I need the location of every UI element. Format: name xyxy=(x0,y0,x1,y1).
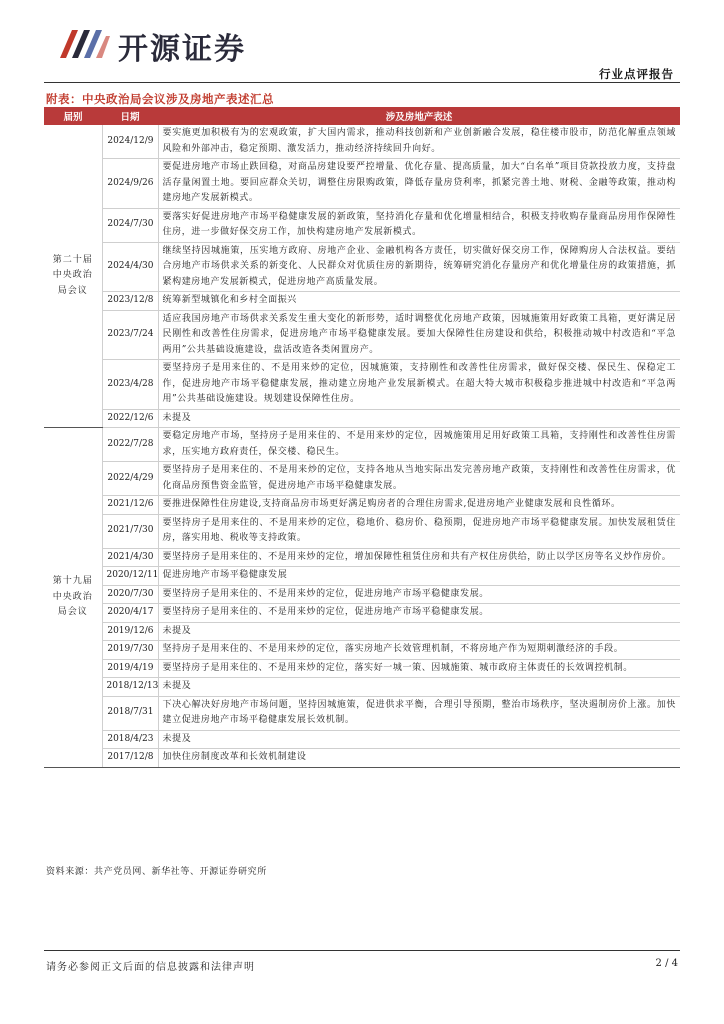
table-body xyxy=(44,125,680,767)
table-row xyxy=(44,678,680,697)
statement-cell: 要坚持房子是用来住的、不是用来炒的定位，促进房地产市场平稳健康发展。 xyxy=(158,604,680,623)
session-cell: 第二十届中央政治局会议 xyxy=(44,125,102,428)
table-row xyxy=(44,567,680,586)
table-row xyxy=(44,514,680,548)
date-cell: 2022/7/28 xyxy=(102,428,158,462)
table-row xyxy=(44,428,680,462)
date-cell: 2020/12/11 xyxy=(102,567,158,586)
date-cell: 2021/4/30 xyxy=(102,548,158,567)
table-row xyxy=(44,360,680,410)
page-number: 2 / 4 xyxy=(655,958,678,969)
report-type-label: 行业点评报告 xyxy=(599,67,674,81)
table-row xyxy=(44,462,680,496)
statement-cell: 要稳定房地产市场，坚持房子是用来住的、不是用来炒的定位，因城施策用足用好政策工具箱，支持刚性和改善性住房需求，压实地方政府责任，保交楼、稳民生。 xyxy=(158,428,680,462)
table-row xyxy=(44,622,680,641)
statement-cell: 未提及 xyxy=(158,622,680,641)
statement-cell: 加快住房制度改革和长效机制建设 xyxy=(158,749,680,768)
statement-cell: 要坚持房子是用来住的、不是用来炒的定位，增加保障性租赁住房和共有产权住房供给，防止以学区房等名义炒作房价。 xyxy=(158,548,680,567)
date-cell: 2017/12/8 xyxy=(102,749,158,768)
date-cell: 2019/12/6 xyxy=(102,622,158,641)
source-note: 资料来源：共产党员网、新华社等、开源证券研究所 xyxy=(46,867,267,877)
column-header-date: 日期 xyxy=(102,107,158,125)
table-row xyxy=(44,749,680,768)
statement-cell: 继续坚持因城施策，压实地方政府、房地产企业、金融机构各方责任，切实做好保交房工作，保障购房人合法权益。要结合房地产市场供求关系的新变化、人民群众对优质住房的新期待，统筹研究消化存量房产和优化增量住房的政策措施，抓紧构建房地产发展新模式，促进房地产高质量发展。 xyxy=(158,242,680,292)
column-header-statement: 涉及房地产表述 xyxy=(158,107,680,125)
date-cell: 2020/7/30 xyxy=(102,585,158,604)
table-row xyxy=(44,604,680,623)
statement-cell: 下决心解决好房地产市场问题，坚持因城施策，促进供求平衡，合理引导预期，整治市场秩序，坚决遏制房价上涨。加快建立促进房地产市场平稳健康发展长效机制。 xyxy=(158,696,680,730)
table-row xyxy=(44,310,680,360)
table-row xyxy=(44,641,680,660)
date-cell: 2018/7/31 xyxy=(102,696,158,730)
statement-cell: 未提及 xyxy=(158,730,680,749)
table-row xyxy=(44,548,680,567)
date-cell: 2024/7/30 xyxy=(102,208,158,242)
policy-statement-table xyxy=(44,107,680,768)
table-row xyxy=(44,730,680,749)
footer-disclaimer: 请务必参阅正文后面的信息披露和法律声明 xyxy=(46,962,255,973)
table-row xyxy=(44,292,680,311)
date-cell: 2020/4/17 xyxy=(102,604,158,623)
date-cell: 2023/4/28 xyxy=(102,360,158,410)
brand-logo xyxy=(56,22,286,67)
footer-divider xyxy=(44,950,680,951)
date-cell: 2019/4/19 xyxy=(102,659,158,678)
date-cell: 2023/7/24 xyxy=(102,310,158,360)
table-row xyxy=(44,409,680,428)
date-cell: 2021/12/6 xyxy=(102,496,158,515)
brand-logo-icon xyxy=(56,22,114,62)
date-cell: 2019/7/30 xyxy=(102,641,158,660)
date-cell: 2022/4/29 xyxy=(102,462,158,496)
date-cell: 2021/7/30 xyxy=(102,514,158,548)
statement-cell: 适应我国房地产市场供求关系发生重大变化的新形势，适时调整优化房地产政策，因城施策用好政策工具箱，更好满足居民刚性和改善性住房需求，促进房地产市场平稳健康发展。要加大保障性住房建设和供给，积极推动城中村改造和“平急两用”公共基础设施建设，盘活改造各类闲置房产。 xyxy=(158,310,680,360)
table-row xyxy=(44,208,680,242)
statement-cell: 要推进保障性住房建设,支持商品房市场更好满足购房者的合理住房需求,促进房地产业健康发展和良性循环。 xyxy=(158,496,680,515)
date-cell: 2022/12/6 xyxy=(102,409,158,428)
column-header-session: 届别 xyxy=(44,107,102,125)
statement-cell: 要落实好促进房地产市场平稳健康发展的新政策，坚持消化存量和优化增量相结合，积极支持收购存量商品房用作保障性住房，进一步做好保交房工作，加快构建房地产发展新模式。 xyxy=(158,208,680,242)
table-row xyxy=(44,125,680,159)
date-cell: 2024/4/30 xyxy=(102,242,158,292)
statement-cell: 未提及 xyxy=(158,678,680,697)
table-row xyxy=(44,496,680,515)
date-cell: 2024/9/26 xyxy=(102,159,158,209)
table-row xyxy=(44,242,680,292)
statement-cell: 要坚持房子是用来住的、不是用来炒的定位，稳地价、稳房价、稳预期，促进房地产市场平稳健康发展。加快发展租赁住房，落实用地、税收等支持政策。 xyxy=(158,514,680,548)
statement-cell: 要坚持房子是用来住的、不是用来炒的定位，支持各地从当地实际出发完善房地产政策，支持刚性和改善性住房需求，优化商品房预售资金监管，促进房地产市场平稳健康发展。 xyxy=(158,462,680,496)
table-row xyxy=(44,159,680,209)
date-cell: 2024/12/9 xyxy=(102,125,158,159)
date-cell: 2018/4/23 xyxy=(102,730,158,749)
date-cell: 2018/12/13 xyxy=(102,678,158,697)
header-divider xyxy=(44,82,680,83)
table-row xyxy=(44,585,680,604)
statement-cell: 坚持房子是用来住的、不是用来炒的定位，落实房地产长效管理机制，不将房地产作为短期刺激经济的手段。 xyxy=(158,641,680,660)
table-row xyxy=(44,659,680,678)
statement-cell: 要促进房地产市场止跌回稳，对商品房建设要严控增量、优化存量、提高质量，加大“白名单”项目贷款投放力度，支持盘活存量闲置土地。要回应群众关切，调整住房限购政策，降低存量房贷利率，抓紧完善土地、财税、金融等政策，推动构建房地产发展新模式。 xyxy=(158,159,680,209)
date-cell: 2023/12/8 xyxy=(102,292,158,311)
statement-cell: 要实施更加积极有为的宏观政策，扩大国内需求，推动科技创新和产业创新融合发展，稳住楼市股市，防范化解重点领域风险和外部冲击，稳定预期、激发活力，推动经济持续回升向好。 xyxy=(158,125,680,159)
statement-cell: 要坚持房子是用来住的、不是用来炒的定位，促进房地产市场平稳健康发展。 xyxy=(158,585,680,604)
statement-cell: 统筹新型城镇化和乡村全面振兴 xyxy=(158,292,680,311)
statement-cell: 促进房地产市场平稳健康发展 xyxy=(158,567,680,586)
brand-name: 开源证券 xyxy=(118,32,246,67)
table-row xyxy=(44,696,680,730)
session-cell: 第十九届中央政治局会议 xyxy=(44,428,102,768)
table-title: 附表：中央政治局会议涉及房地产表述汇总 xyxy=(46,92,274,106)
statement-cell: 要坚持房子是用来住的、不是用来炒的定位，落实好一城一策、因城施策、城市政府主体责任的长效调控机制。 xyxy=(158,659,680,678)
statement-cell: 未提及 xyxy=(158,409,680,428)
statement-cell: 要坚持房子是用来住的、不是用来炒的定位，因城施策，支持刚性和改善性住房需求，做好保交楼、保民生、保稳定工作，促进房地产市场平稳健康发展，推动建立房地产业发展新模式。在超大特大城市积极稳步推进城中村改造和“平急两用”公共基础设施建设。规划建设保障性住房。 xyxy=(158,360,680,410)
table-header-row xyxy=(44,107,680,125)
